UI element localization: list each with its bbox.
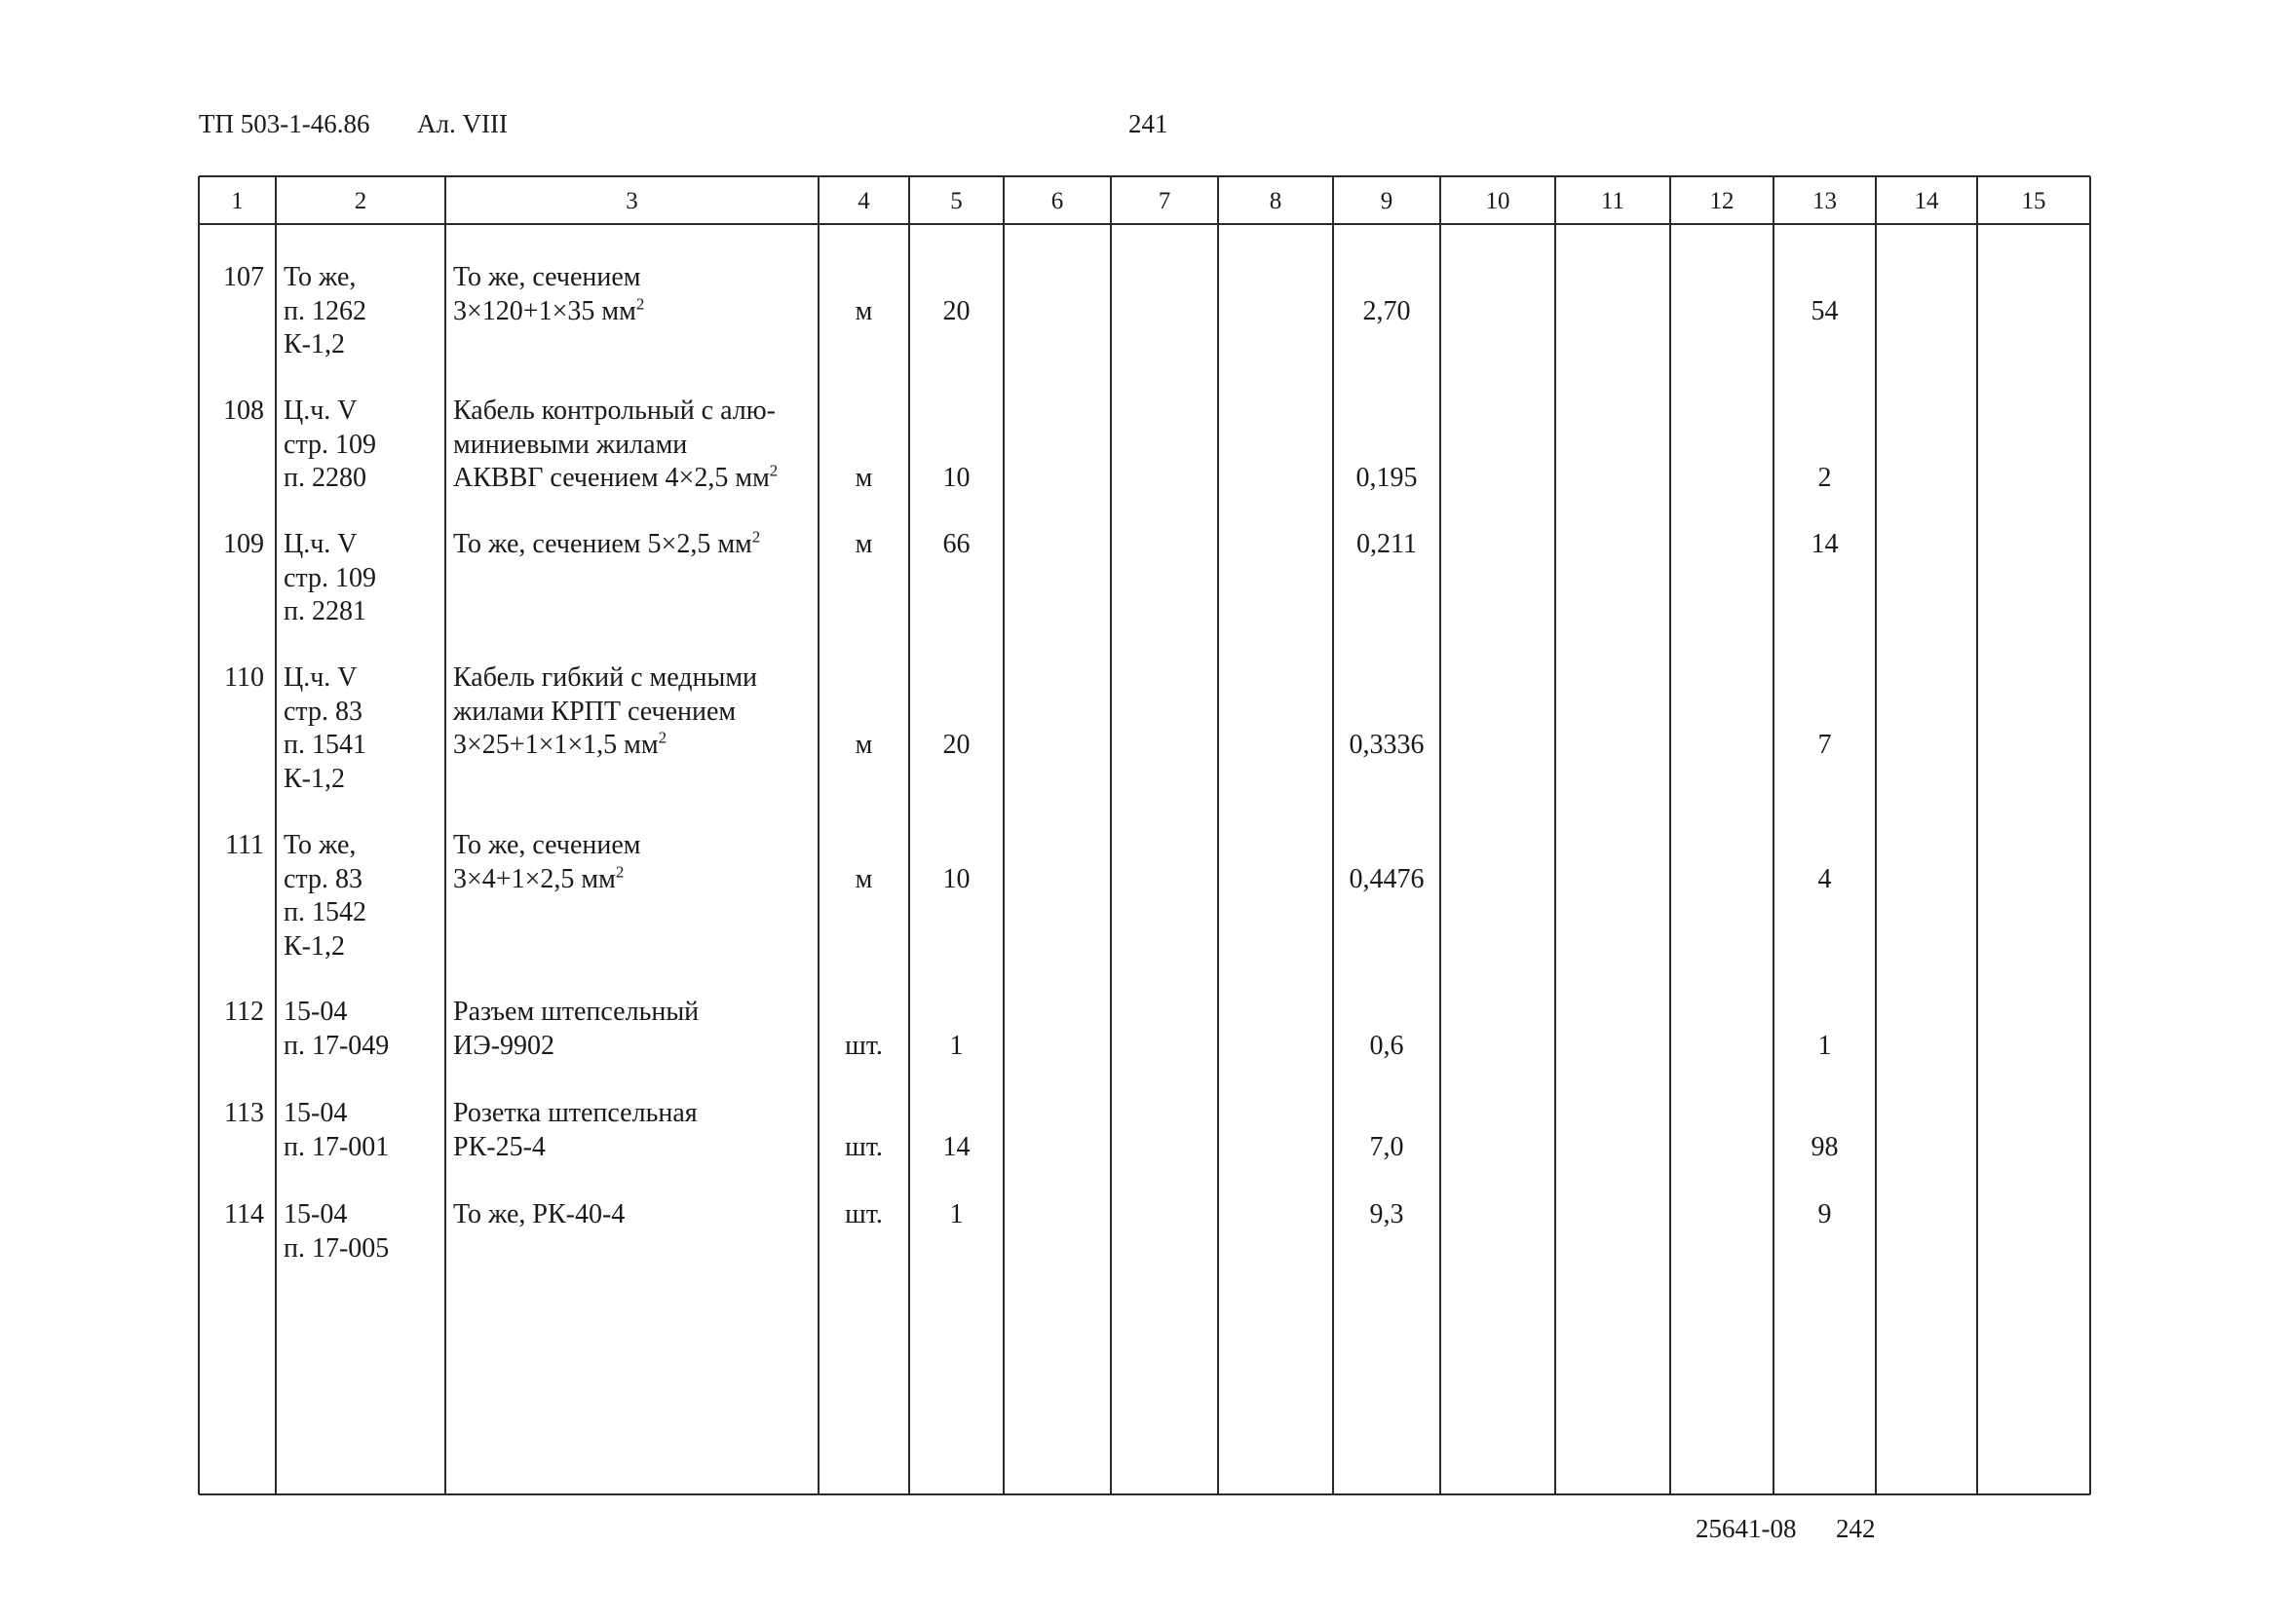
row-quantity: 10 bbox=[942, 863, 971, 894]
row-reference: п. 2280 bbox=[284, 463, 366, 493]
column-header: 1 bbox=[231, 188, 244, 214]
album-number: Ал. VIII bbox=[417, 109, 508, 138]
row-description: То же, РК-40-4 bbox=[453, 1199, 626, 1229]
row-description: Кабель гибкий с медными bbox=[453, 662, 758, 693]
column-header: 11 bbox=[1600, 188, 1625, 214]
footer-code: 25641-08 bbox=[1696, 1514, 1797, 1543]
column-header: 8 bbox=[1269, 188, 1282, 214]
row-description: Кабель контрольный с алю- bbox=[453, 396, 776, 426]
row-reference: Ц.ч. V bbox=[284, 396, 358, 426]
column-header: 15 bbox=[2021, 188, 2046, 214]
column-header: 3 bbox=[626, 188, 638, 214]
row-number: 110 bbox=[224, 662, 264, 693]
row-reference: То же, bbox=[284, 830, 357, 860]
footer-page: 242 bbox=[1836, 1514, 1876, 1543]
row-number: 114 bbox=[224, 1199, 264, 1229]
row-reference: Ц.ч. V bbox=[284, 529, 358, 559]
row-unit-price: 0,195 bbox=[1355, 463, 1418, 493]
row-number: 112 bbox=[224, 997, 264, 1027]
superscript-square: 2 bbox=[769, 461, 779, 480]
row-quantity: 10 bbox=[942, 463, 971, 493]
row-unit: м bbox=[855, 295, 873, 326]
row-reference: стр. 109 bbox=[284, 429, 377, 460]
column-header: 6 bbox=[1050, 188, 1064, 214]
row-unit: м bbox=[855, 730, 873, 760]
row-unit-price: 0,4476 bbox=[1349, 863, 1425, 894]
row-reference: п. 1541 bbox=[284, 730, 366, 760]
row-total: 14 bbox=[1811, 529, 1839, 559]
row-reference: К-1,2 bbox=[284, 930, 345, 962]
document-code: ТП 503-1-46.86 bbox=[199, 109, 370, 138]
row-total: 4 bbox=[1817, 863, 1832, 894]
row-description: То же, сечением bbox=[453, 830, 641, 860]
row-description: То же, сечением bbox=[453, 262, 641, 292]
row-reference: Ц.ч. V bbox=[284, 662, 358, 693]
row-quantity: 20 bbox=[942, 730, 971, 760]
row-total: 98 bbox=[1811, 1131, 1839, 1162]
row-reference: То же, bbox=[284, 262, 357, 292]
row-unit-price: 0,211 bbox=[1356, 529, 1417, 559]
row-description: 3×120+1×35 $мм^2$ bbox=[453, 294, 645, 326]
row-quantity: 20 bbox=[942, 295, 971, 326]
row-number: 109 bbox=[223, 529, 264, 559]
superscript-square: 2 bbox=[658, 728, 667, 747]
row-reference: стр. 83 bbox=[284, 696, 363, 727]
row-quantity: 1 bbox=[949, 1199, 964, 1229]
row-number: 113 bbox=[224, 1098, 264, 1128]
row-reference: п. 17-005 bbox=[284, 1232, 390, 1264]
row-reference: К-1,2 bbox=[284, 329, 345, 359]
superscript-square: 2 bbox=[635, 294, 645, 314]
row-number: 108 bbox=[223, 396, 264, 426]
row-description: РК-25-4 bbox=[453, 1131, 546, 1162]
row-reference: К-1,2 bbox=[284, 763, 345, 794]
row-total: 2 bbox=[1817, 463, 1832, 493]
row-total: 54 bbox=[1811, 295, 1839, 326]
column-header: 14 bbox=[1914, 188, 1939, 214]
row-reference: стр. 83 bbox=[284, 863, 363, 894]
row-unit: м bbox=[855, 463, 873, 493]
row-unit-price: 7,0 bbox=[1369, 1131, 1404, 1162]
row-reference: 15-04 bbox=[284, 1098, 348, 1128]
row-description: жилами КРПТ сечением bbox=[453, 696, 737, 727]
column-header: 12 bbox=[1709, 188, 1735, 214]
column-header: 2 bbox=[354, 188, 367, 214]
row-description: 3×4+1×2,5 $мм^2$ bbox=[453, 862, 625, 894]
superscript-square: 2 bbox=[751, 527, 761, 547]
page-number: 241 bbox=[1128, 109, 1168, 138]
row-description: Розетка штепсельная bbox=[453, 1098, 698, 1128]
row-description: ИЭ-9902 bbox=[453, 1030, 555, 1061]
row-number: 111 bbox=[225, 830, 264, 860]
row-reference: 15-04 bbox=[284, 997, 348, 1027]
row-description: 3×25+1×1×1,5 $мм^2$ bbox=[453, 728, 667, 760]
column-header: 7 bbox=[1158, 188, 1171, 214]
column-header: 13 bbox=[1812, 188, 1837, 214]
row-quantity: 1 bbox=[949, 1030, 964, 1061]
row-reference: п. 17-049 bbox=[284, 1030, 390, 1061]
row-reference: 15-04 bbox=[284, 1199, 348, 1229]
row-total: 9 bbox=[1817, 1199, 1832, 1229]
row-unit-price: 0,6 bbox=[1369, 1030, 1404, 1061]
row-reference: п. 2281 bbox=[284, 596, 366, 626]
row-reference: п. 17-001 bbox=[284, 1131, 390, 1162]
row-unit-price: 0,3336 bbox=[1349, 730, 1425, 760]
row-quantity: 14 bbox=[942, 1131, 971, 1162]
column-header: 9 bbox=[1380, 188, 1393, 214]
row-number: 107 bbox=[223, 262, 264, 292]
row-unit-price: 2,70 bbox=[1362, 295, 1411, 326]
superscript-square: 2 bbox=[615, 862, 625, 882]
row-description: АКВВГ сечением 4×2,5 $мм^2$ bbox=[453, 461, 779, 493]
row-reference: стр. 109 bbox=[284, 562, 377, 593]
row-unit: шт. bbox=[845, 1030, 883, 1061]
column-header: 5 bbox=[950, 188, 963, 214]
row-unit: шт. bbox=[845, 1199, 883, 1229]
row-description: Разъем штепсельный bbox=[453, 997, 700, 1027]
row-unit-price: 9,3 bbox=[1369, 1199, 1404, 1229]
row-unit: м bbox=[855, 529, 873, 559]
row-description: То же, сечением 5×2,5 $мм^2$ bbox=[453, 527, 761, 559]
row-total: 1 bbox=[1817, 1030, 1832, 1061]
row-reference: п. 1542 bbox=[284, 897, 366, 927]
row-reference: п. 1262 bbox=[284, 295, 366, 326]
row-unit: шт. bbox=[845, 1131, 883, 1162]
row-total: 7 bbox=[1817, 730, 1832, 760]
row-unit: м bbox=[855, 863, 873, 894]
column-header: 4 bbox=[858, 188, 870, 214]
row-quantity: 66 bbox=[942, 529, 971, 559]
row-description: миниевыми жилами bbox=[453, 429, 688, 460]
column-header: 10 bbox=[1485, 188, 1510, 214]
